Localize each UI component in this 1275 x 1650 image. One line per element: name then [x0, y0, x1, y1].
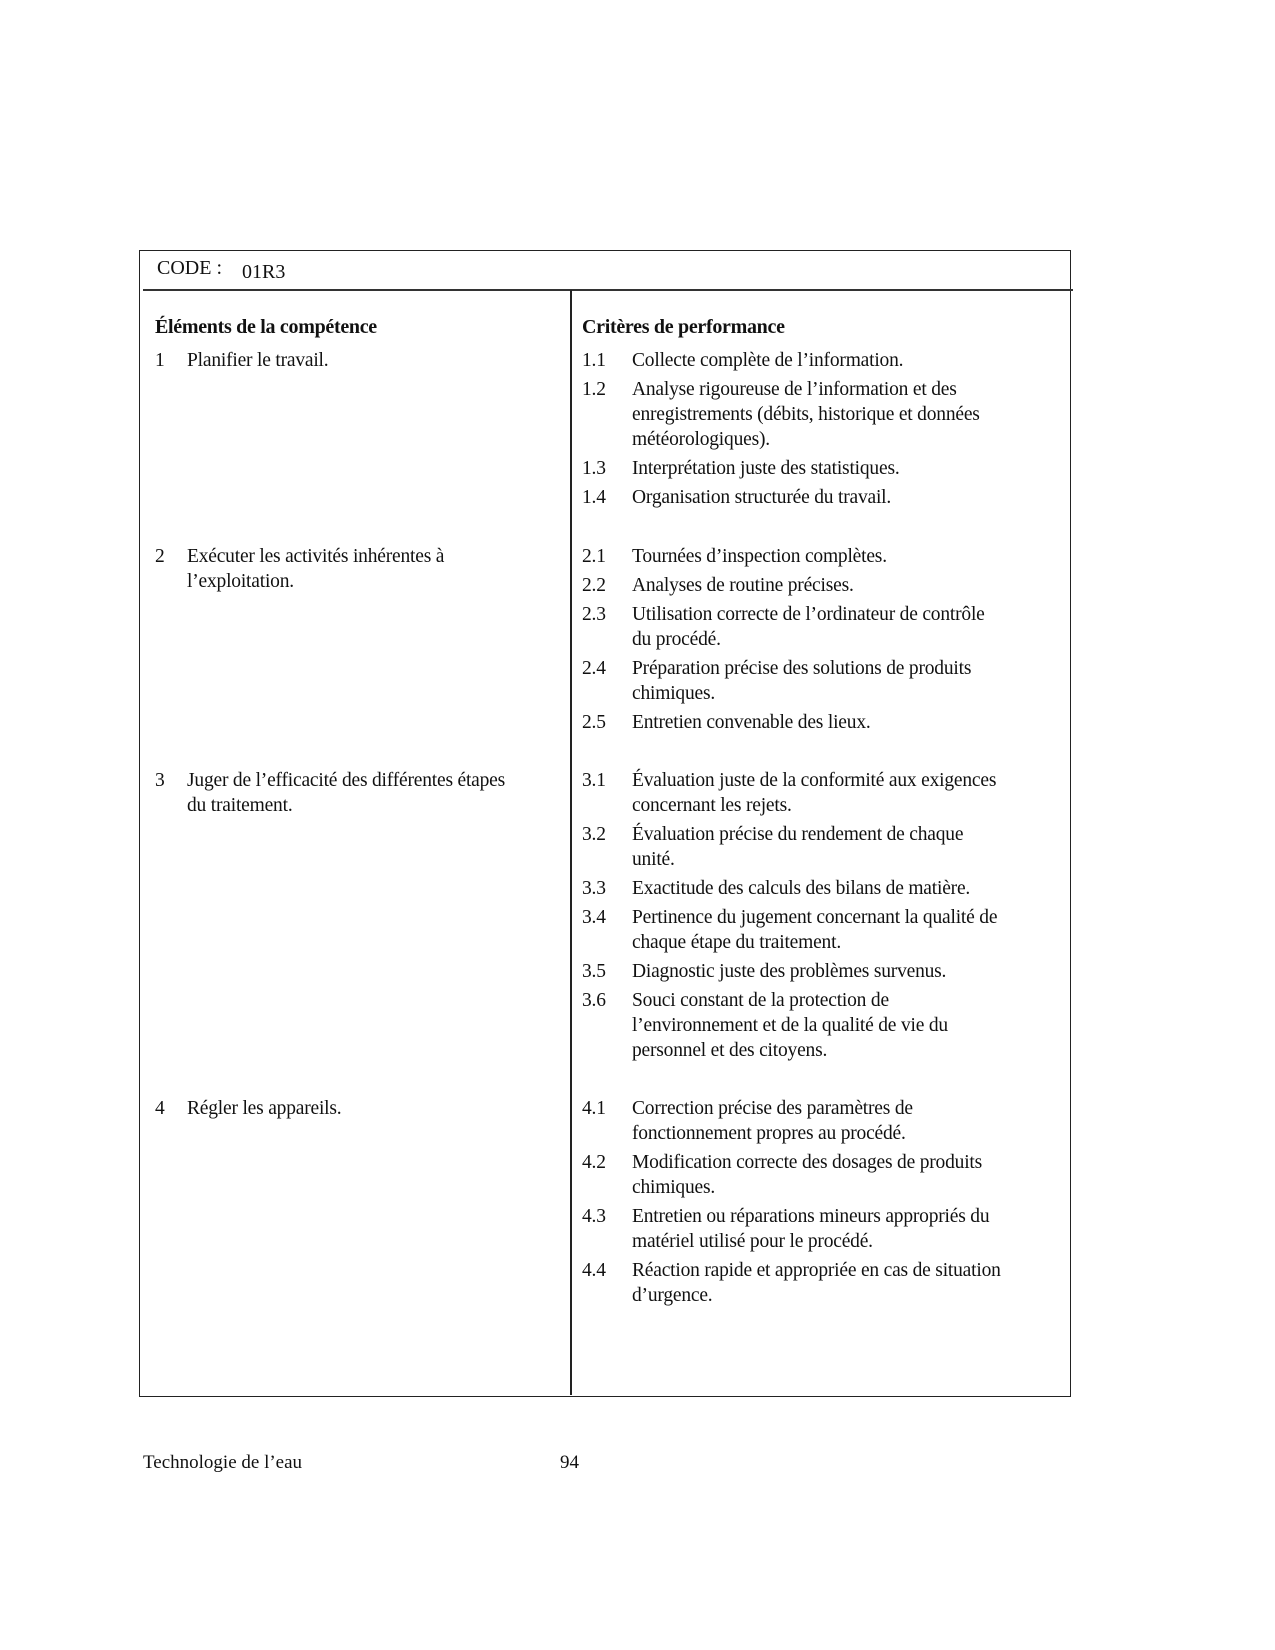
criterion-text [632, 1096, 1062, 1146]
criterion-item [582, 822, 1062, 872]
element-line: l’exploitation. [187, 571, 294, 592]
element-number: 2 [155, 546, 165, 567]
criterion-text [632, 544, 1062, 569]
element-text [187, 768, 505, 818]
criterion-number: 3.2 [582, 824, 606, 845]
element-number: 3 [155, 770, 165, 791]
criterion-item [582, 348, 1062, 373]
criterion-number: 3.1 [582, 770, 606, 791]
element-line: Exécuter les activités inhérentes à [187, 546, 445, 567]
criterion-item [582, 959, 1062, 984]
criterion-line: d’urgence. [632, 1285, 713, 1306]
element-text [187, 544, 444, 594]
element-text [187, 348, 328, 373]
criterion-line: Diagnostic juste des problèmes survenus. [632, 961, 947, 982]
criterion-number: 2.5 [582, 712, 606, 733]
element-text [187, 1096, 341, 1121]
criterion-number: 4.4 [582, 1260, 606, 1281]
code-label: CODE : [157, 257, 222, 279]
criterion-line: Analyses de routine précises. [632, 575, 854, 596]
code-value: 01R3 [242, 261, 286, 283]
elements-heading: Éléments de la compétence [155, 316, 377, 338]
criterion-number: 1.1 [582, 350, 606, 371]
criterion-line: Tournées d’inspection complètes. [632, 546, 887, 567]
criterion-line: Préparation précise des solutions de produits [632, 658, 972, 679]
criterion-text [632, 377, 1062, 452]
criterion-line: Exactitude des calculs des bilans de matière. [632, 878, 971, 899]
criterion-text [632, 348, 1062, 373]
column-divider [570, 290, 572, 1395]
criterion-item [582, 544, 1062, 569]
criterion-line: Interprétation juste des statistiques. [632, 458, 900, 479]
criterion-number: 3.3 [582, 878, 606, 899]
criterion-line: du procédé. [632, 629, 721, 650]
element-line: du traitement. [187, 795, 293, 816]
criterion-text [632, 456, 1062, 481]
criterion-number: 2.4 [582, 658, 606, 679]
criterion-number: 4.1 [582, 1098, 606, 1119]
criterion-line: concernant les rejets. [632, 795, 792, 816]
criterion-item [582, 1258, 1062, 1308]
criterion-item [582, 377, 1062, 452]
criterion-text [632, 988, 1062, 1063]
criterion-text [632, 710, 1062, 735]
criterion-item [582, 1204, 1062, 1254]
criterion-line: l’environnement et de la qualité de vie du [632, 1015, 948, 1036]
criterion-line: chimiques. [632, 683, 716, 704]
criterion-number: 3.4 [582, 907, 606, 928]
criterion-line: personnel et des citoyens. [632, 1040, 828, 1061]
criterion-text [632, 1150, 1062, 1200]
criterion-line: Entretien convenable des lieux. [632, 712, 871, 733]
criterion-item [582, 876, 1062, 901]
criterion-item [582, 602, 1062, 652]
criterion-text [632, 656, 1062, 706]
criteria-heading: Critères de performance [582, 316, 785, 338]
criterion-line: Pertinence du jugement concernant la qualité de [632, 907, 998, 928]
criterion-line: unité. [632, 849, 675, 870]
criterion-line: Collecte complète de l’information. [632, 350, 904, 371]
criterion-item [582, 1150, 1062, 1200]
criterion-text [632, 573, 1062, 598]
criterion-item [582, 656, 1062, 706]
element-line: Juger de l’efficacité des différentes étapes [187, 770, 506, 791]
criterion-item [582, 768, 1062, 818]
criterion-line: enregistrements (débits, historique et données [632, 404, 980, 425]
criterion-line: Souci constant de la protection de [632, 990, 889, 1011]
criterion-item [582, 988, 1062, 1063]
criterion-number: 1.4 [582, 487, 606, 508]
criterion-number: 2.1 [582, 546, 606, 567]
criterion-line: météorologiques). [632, 429, 770, 450]
element-line: Planifier le travail. [187, 350, 329, 371]
criterion-line: Utilisation correcte de l’ordinateur de contrôle [632, 604, 985, 625]
criterion-item [582, 573, 1062, 598]
criterion-item [582, 1096, 1062, 1146]
criterion-text [632, 768, 1062, 818]
criterion-line: Modification correcte des dosages de produits [632, 1152, 983, 1173]
criterion-number: 4.3 [582, 1206, 606, 1227]
criterion-line: Correction précise des paramètres de [632, 1098, 913, 1119]
criterion-line: Évaluation juste de la conformité aux exigences [632, 770, 997, 791]
header-divider [143, 289, 1073, 291]
element-number: 1 [155, 350, 165, 371]
criterion-number: 3.6 [582, 990, 606, 1011]
criterion-line: matériel utilisé pour le procédé. [632, 1231, 873, 1252]
criteria-list [582, 348, 1062, 514]
criterion-item [582, 905, 1062, 955]
criterion-item [582, 456, 1062, 481]
criterion-text [632, 1258, 1062, 1308]
element-line: Régler les appareils. [187, 1098, 342, 1119]
criterion-line: chimiques. [632, 1177, 716, 1198]
criterion-item [582, 710, 1062, 735]
criterion-number: 1.2 [582, 379, 606, 400]
code-row [157, 257, 305, 283]
criterion-line: Réaction rapide et appropriée en cas de situation [632, 1260, 1001, 1281]
criterion-number: 1.3 [582, 458, 606, 479]
criterion-text [632, 1204, 1062, 1254]
criterion-line: chaque étape du traitement. [632, 932, 841, 953]
criterion-number: 2.3 [582, 604, 606, 625]
footer-title: Technologie de l’eau [143, 1452, 303, 1473]
criterion-line: Entretien ou réparations mineurs appropriés du [632, 1206, 990, 1227]
criterion-item [582, 485, 1062, 510]
criteria-list [582, 768, 1062, 1067]
criterion-text [632, 485, 1062, 510]
criteria-list [582, 544, 1062, 739]
criterion-text [632, 959, 1062, 984]
criterion-line: Analyse rigoureuse de l’information et des [632, 379, 957, 400]
criterion-line: Évaluation précise du rendement de chaque [632, 824, 964, 845]
criterion-text [632, 876, 1062, 901]
criterion-number: 3.5 [582, 961, 606, 982]
criterion-text [632, 822, 1062, 872]
criterion-line: fonctionnement propres au procédé. [632, 1123, 906, 1144]
criterion-number: 4.2 [582, 1152, 606, 1173]
element-number: 4 [155, 1098, 165, 1119]
page-number: 94 [560, 1452, 579, 1473]
criterion-text [632, 602, 1062, 652]
criterion-number: 2.2 [582, 575, 606, 596]
criterion-line: Organisation structurée du travail. [632, 487, 892, 508]
criterion-text [632, 905, 1062, 955]
criteria-list [582, 1096, 1062, 1312]
